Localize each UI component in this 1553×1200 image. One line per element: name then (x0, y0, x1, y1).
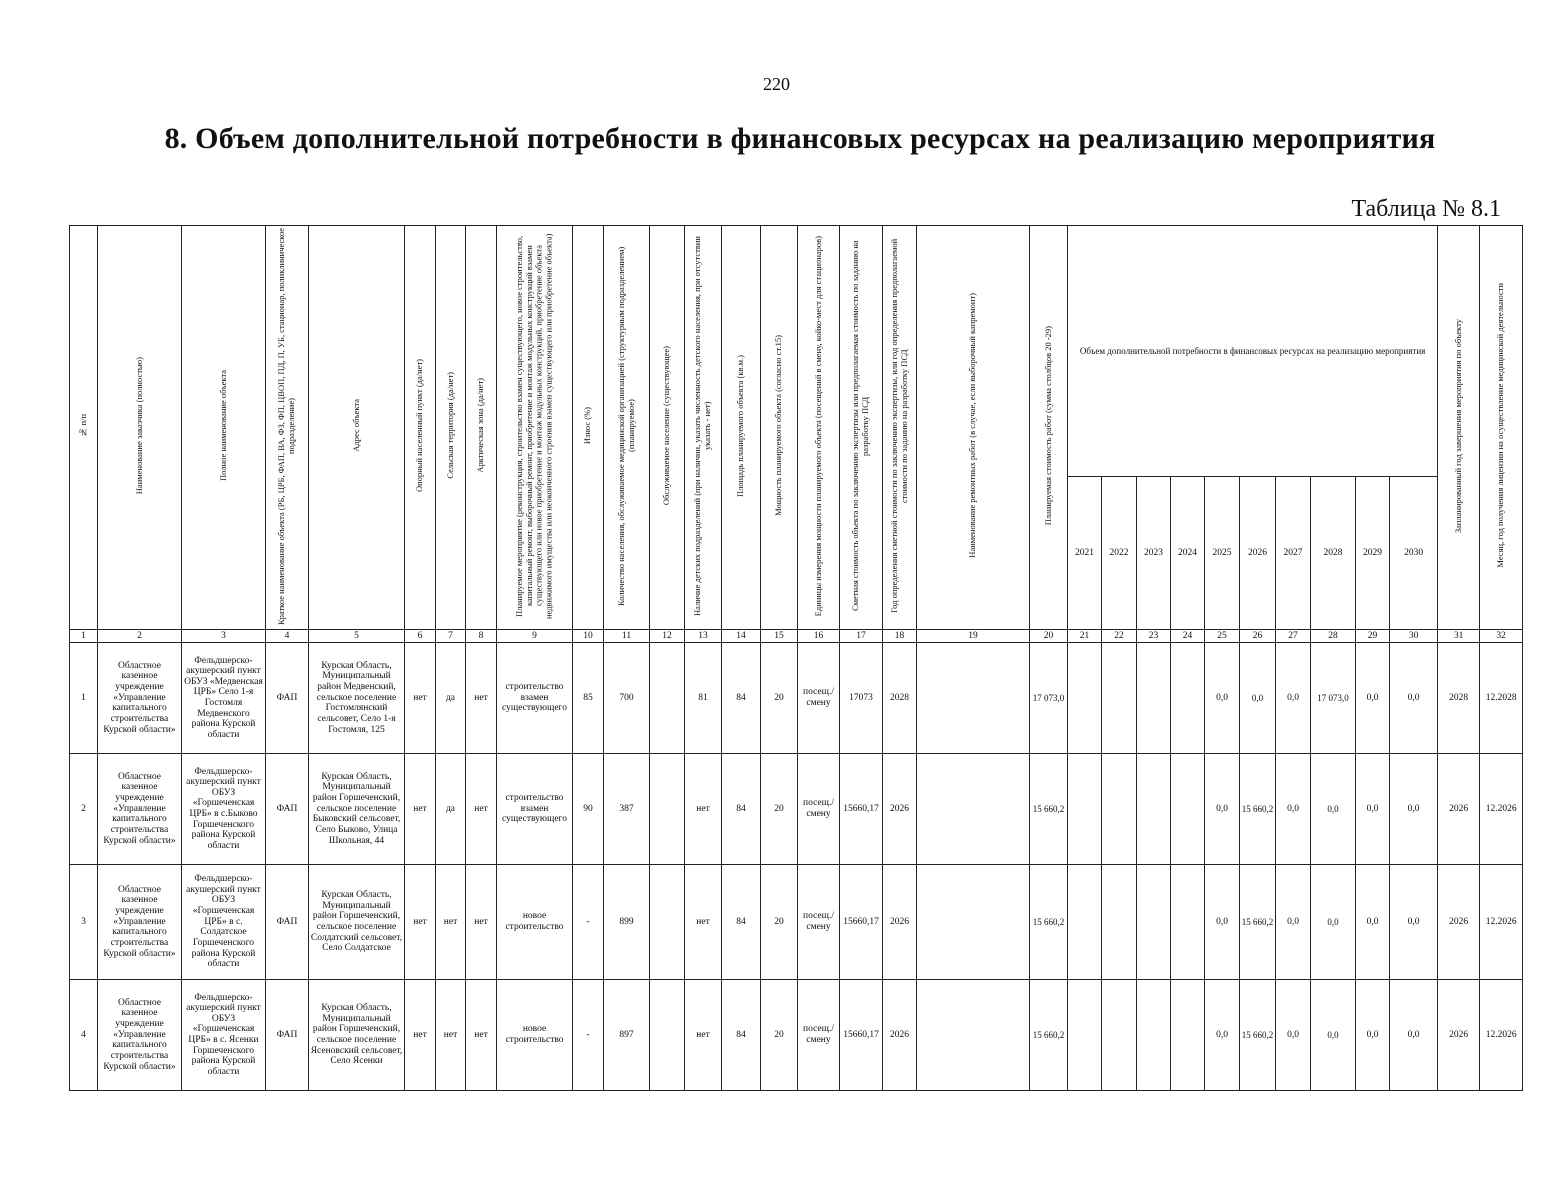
customer-cell: Областное казенное учреждение «Управление капитального строительства Курской области» (98, 643, 182, 754)
column-number: 23 (1137, 630, 1171, 643)
year-2026-cell: 0,0 (1240, 643, 1276, 754)
short-name-cell: ФАП (266, 754, 309, 865)
column-number: 8 (466, 630, 497, 643)
column-number: 6 (405, 630, 436, 643)
planned-cost-cell: 17 073,0 (1030, 643, 1068, 754)
year-2027-cell: 0,0 (1276, 754, 1311, 865)
column-number: 20 (1030, 630, 1068, 643)
object-name-cell: Фельдшерско-акушерский пункт ОБУЗ «Горшеченская ЦРБ» в с.Быково Горшеченского района Курской области (182, 754, 266, 865)
arctic-cell: нет (466, 643, 497, 754)
header-capacity-unit: Единицы измерения мощности планируемого объекта (посещений в смену, койко-мест для стационаров) (798, 226, 840, 630)
year-2029-cell: 0,0 (1356, 865, 1390, 980)
object-name-cell: Фельдшерско-акушерский пункт ОБУЗ «Горшеченская ЦРБ» в с. Солдатское Горшеченского района Курской области (182, 865, 266, 980)
year-2023-cell (1137, 643, 1171, 754)
header-rural: Сельская территория (да/нет) (436, 226, 466, 630)
customer-cell: Областное казенное учреждение «Управление капитального строительства Курской области» (98, 865, 182, 980)
children-cell: нет (685, 754, 722, 865)
column-number: 9 (497, 630, 573, 643)
wear-cell: - (573, 980, 604, 1091)
population-cell: 897 (604, 980, 650, 1091)
header-capacity: Мощность планируемого объекта (согласно ст.15) (761, 226, 798, 630)
year-2022-cell (1102, 980, 1137, 1091)
header-license: Месяц, год получения лицензии на осуществление медицинской деятельности (1480, 226, 1523, 630)
served-population-cell (650, 643, 685, 754)
children-cell: нет (685, 980, 722, 1091)
short-name-cell: ФАП (266, 980, 309, 1091)
column-number: 22 (1102, 630, 1137, 643)
table-row (70, 643, 1523, 754)
address-cell: Курская Область, Муниципальный район Горшеченский, сельское поселение Ясеновский сельсовет, Село Ясенки (309, 980, 405, 1091)
rural-cell: да (436, 754, 466, 865)
header-planned-activity: Планируемое мероприятие (реконструкция, строительство взамен существующего, новое строительство, капитальный ремонт, выборочный ремонт, приобретение и монтаж модульных конструкций взамен существующего или новое приобретение и монтаж модульных конструкций, приобретение объекта недвижимого имущества или неоконченного строения взамен существующего или приобретение объекта) (497, 226, 573, 630)
column-number: 25 (1205, 630, 1240, 643)
children-cell: 81 (685, 643, 722, 754)
year-2029-cell: 0,0 (1356, 980, 1390, 1091)
year-2028-cell: 17 073,0 (1311, 643, 1356, 754)
planned-cost-cell: 15 660,2 (1030, 754, 1068, 865)
estimate-cell: 15660,17 (840, 754, 883, 865)
year-2024-cell (1171, 754, 1205, 865)
header-wear: Износ (%) (573, 226, 604, 630)
area-cell: 84 (722, 865, 761, 980)
column-number: 7 (436, 630, 466, 643)
year-2025-cell: 0,0 (1205, 643, 1240, 754)
customer-cell: Областное казенное учреждение «Управление капитального строительства Курской области» (98, 754, 182, 865)
population-cell: 387 (604, 754, 650, 865)
served-population-cell (650, 980, 685, 1091)
header-repairs: Наименование ремонтных работ (в случае, если выборочный капремонт) (917, 226, 1030, 630)
header-support-point: Опорный населенный пункт (да/нет) (405, 226, 436, 630)
rural-cell: нет (436, 865, 466, 980)
header-customer: Наименование заказчика (полностью) (98, 226, 182, 630)
column-number: 30 (1390, 630, 1438, 643)
object-name-cell: Фельдшерско-акушерский пункт ОБУЗ «Горшеченская ЦРБ» в с. Ясенки Горшеченского района Курской области (182, 980, 266, 1091)
capacity-unit-cell: посещ./ смену (798, 643, 840, 754)
header-group-financial-needs: Объем дополнительной потребности в финансовых ресурсах на реализацию мероприятия (1068, 226, 1438, 477)
header-arctic: Арктическая зона (да/нет) (466, 226, 497, 630)
planned-cost-cell: 15 660,2 (1030, 865, 1068, 980)
header-estimate-year: Год определения сметной стоимости по заключению экспертизы, или год определения предполагаемой стоимости по заданию на разработку ПСД (883, 226, 917, 630)
header-population: Количество населения, обслуживаемое медицинской организацией (структурным подразделением) (планируемое) (604, 226, 650, 630)
column-number: 4 (266, 630, 309, 643)
served-population-cell (650, 865, 685, 980)
completion-year-cell: 2026 (1438, 980, 1480, 1091)
estimate-year-cell: 2026 (883, 754, 917, 865)
column-number: 12 (650, 630, 685, 643)
header-number: № п/п (70, 226, 98, 630)
year-2026-cell: 15 660,2 (1240, 980, 1276, 1091)
column-number: 18 (883, 630, 917, 643)
year-2027-cell: 0,0 (1276, 980, 1311, 1091)
short-name-cell: ФАП (266, 643, 309, 754)
repairs-cell (917, 643, 1030, 754)
arctic-cell: нет (466, 980, 497, 1091)
header-year: 2026 (1240, 477, 1276, 630)
column-number: 29 (1356, 630, 1390, 643)
header-year: 2024 (1171, 477, 1205, 630)
column-number: 1 (70, 630, 98, 643)
completion-year-cell: 2028 (1438, 643, 1480, 754)
year-2028-cell: 0,0 (1311, 980, 1356, 1091)
year-2021-cell (1068, 865, 1102, 980)
year-2029-cell: 0,0 (1356, 643, 1390, 754)
column-number: 28 (1311, 630, 1356, 643)
table-row (70, 865, 1523, 980)
license-cell: 12.2026 (1480, 754, 1523, 865)
column-number: 14 (722, 630, 761, 643)
column-numbers-row (70, 630, 1523, 643)
wear-cell: 90 (573, 754, 604, 865)
column-number: 21 (1068, 630, 1102, 643)
column-number: 2 (98, 630, 182, 643)
header-year: 2021 (1068, 477, 1102, 630)
year-2028-cell: 0,0 (1311, 865, 1356, 980)
header-year: 2027 (1276, 477, 1311, 630)
year-2025-cell: 0,0 (1205, 754, 1240, 865)
activity-cell: новое строительство (497, 865, 573, 980)
activity-cell: строительство взамен существующего (497, 754, 573, 865)
completion-year-cell: 2026 (1438, 865, 1480, 980)
year-2024-cell (1171, 865, 1205, 980)
support-point-cell: нет (405, 865, 436, 980)
year-2024-cell (1171, 643, 1205, 754)
year-2028-cell: 0,0 (1311, 754, 1356, 865)
arctic-cell: нет (466, 865, 497, 980)
row-number: 4 (70, 980, 98, 1091)
served-population-cell (650, 754, 685, 865)
column-number: 15 (761, 630, 798, 643)
header-planned-cost: Планируемая стоимость работ (сумма столбцов 20 -29) (1030, 226, 1068, 630)
year-2021-cell (1068, 980, 1102, 1091)
license-cell: 12.2026 (1480, 980, 1523, 1091)
support-point-cell: нет (405, 980, 436, 1091)
arctic-cell: нет (466, 754, 497, 865)
capacity-unit-cell: посещ./ смену (798, 980, 840, 1091)
header-year: 2029 (1356, 477, 1390, 630)
financial-needs-table (69, 225, 1523, 1091)
year-2025-cell: 0,0 (1205, 980, 1240, 1091)
capacity-cell: 20 (761, 980, 798, 1091)
area-cell: 84 (722, 980, 761, 1091)
year-2023-cell (1137, 980, 1171, 1091)
year-2027-cell: 0,0 (1276, 643, 1311, 754)
page-title: 8. Объем дополнительной потребности в финансовых ресурсах на реализацию мероприятия (164, 122, 1436, 155)
column-number: 16 (798, 630, 840, 643)
address-cell: Курская Область, Муниципальный район Горшеченский, сельское поселение Быковский сельсовет, Село Быково, Улица Школьная, 44 (309, 754, 405, 865)
estimate-cell: 15660,17 (840, 980, 883, 1091)
column-number: 5 (309, 630, 405, 643)
column-number: 27 (1276, 630, 1311, 643)
column-number: 31 (1438, 630, 1480, 643)
area-cell: 84 (722, 643, 761, 754)
year-2029-cell: 0,0 (1356, 754, 1390, 865)
year-2022-cell (1102, 754, 1137, 865)
header-object-short-name: Краткое наименование объекта (РБ, ЦРБ, ФАП, ВА, ФЗ, ФП, ЦВОП, ПД, П, УБ, стационар, поликлиническое подразделение) (266, 226, 309, 630)
table-row (70, 980, 1523, 1091)
year-2030-cell: 0,0 (1390, 865, 1438, 980)
estimate-year-cell: 2028 (883, 643, 917, 754)
row-number: 2 (70, 754, 98, 865)
row-number: 1 (70, 643, 98, 754)
year-2023-cell (1137, 865, 1171, 980)
completion-year-cell: 2026 (1438, 754, 1480, 865)
capacity-cell: 20 (761, 754, 798, 865)
address-cell: Курская Область, Муниципальный район Медвенский, сельское поселение Гостомлянский сельсовет, Село 1-я Гостомля, 125 (309, 643, 405, 754)
header-estimate: Сметная стоимость объекта по заключению экспертизы или предполагаемая стоимость по заданию на разработку ПСД (840, 226, 883, 630)
year-2026-cell: 15 660,2 (1240, 865, 1276, 980)
year-2030-cell: 0,0 (1390, 643, 1438, 754)
estimate-cell: 15660,17 (840, 865, 883, 980)
column-number: 32 (1480, 630, 1523, 643)
activity-cell: новое строительство (497, 980, 573, 1091)
page-number: 220 (763, 74, 790, 94)
header-year: 2025 (1205, 477, 1240, 630)
license-cell: 12.2026 (1480, 865, 1523, 980)
activity-cell: строительство взамен существующего (497, 643, 573, 754)
column-number: 26 (1240, 630, 1276, 643)
year-2025-cell: 0,0 (1205, 865, 1240, 980)
population-cell: 700 (604, 643, 650, 754)
rural-cell: нет (436, 980, 466, 1091)
wear-cell: 85 (573, 643, 604, 754)
population-cell: 899 (604, 865, 650, 980)
year-2021-cell (1068, 643, 1102, 754)
short-name-cell: ФАП (266, 865, 309, 980)
year-2030-cell: 0,0 (1390, 980, 1438, 1091)
header-year: 2022 (1102, 477, 1137, 630)
year-2030-cell: 0,0 (1390, 754, 1438, 865)
header-completion-year: Запланированный год завершения мероприятия по объекту (1438, 226, 1480, 630)
year-2022-cell (1102, 865, 1137, 980)
column-number: 10 (573, 630, 604, 643)
license-cell: 12.2028 (1480, 643, 1523, 754)
children-cell: нет (685, 865, 722, 980)
support-point-cell: нет (405, 754, 436, 865)
year-2021-cell (1068, 754, 1102, 865)
year-2026-cell: 15 660,2 (1240, 754, 1276, 865)
capacity-unit-cell: посещ./ смену (798, 754, 840, 865)
row-number: 3 (70, 865, 98, 980)
rural-cell: да (436, 643, 466, 754)
estimate-year-cell: 2026 (883, 980, 917, 1091)
header-served-population: Обслуживаемое население (существующее) (650, 226, 685, 630)
header-year: 2028 (1311, 477, 1356, 630)
year-2023-cell (1137, 754, 1171, 865)
wear-cell: - (573, 865, 604, 980)
column-number: 11 (604, 630, 650, 643)
address-cell: Курская Область, Муниципальный район Горшеченский, сельское поселение Солдатский сельсовет, Село Солдатское (309, 865, 405, 980)
repairs-cell (917, 980, 1030, 1091)
planned-cost-cell: 15 660,2 (1030, 980, 1068, 1091)
header-area: Площадь планируемого объекта (кв.м.) (722, 226, 761, 630)
header-address: Адрес объекта (309, 226, 405, 630)
header-year: 2023 (1137, 477, 1171, 630)
table-label: Таблица № 8.1 (1351, 196, 1501, 222)
header-children-units: Наличие детских подразделений (при наличии, указать численность детского населения, при отсутствии указать - нет) (685, 226, 722, 630)
column-number: 17 (840, 630, 883, 643)
year-2024-cell (1171, 980, 1205, 1091)
capacity-cell: 20 (761, 865, 798, 980)
customer-cell: Областное казенное учреждение «Управление капитального строительства Курской области» (98, 980, 182, 1091)
header-year: 2030 (1390, 477, 1438, 630)
capacity-cell: 20 (761, 643, 798, 754)
object-name-cell: Фельдшерско-акушерский пункт ОБУЗ «Медвенская ЦРБ» Село 1-я Гостомля Медвенского района Курской области (182, 643, 266, 754)
header-object-full-name: Полное наименование объекта (182, 226, 266, 630)
year-2022-cell (1102, 643, 1137, 754)
repairs-cell (917, 754, 1030, 865)
column-number: 19 (917, 630, 1030, 643)
estimate-cell: 17073 (840, 643, 883, 754)
column-number: 3 (182, 630, 266, 643)
column-number: 24 (1171, 630, 1205, 643)
column-number: 13 (685, 630, 722, 643)
estimate-year-cell: 2026 (883, 865, 917, 980)
repairs-cell (917, 865, 1030, 980)
capacity-unit-cell: посещ./ смену (798, 865, 840, 980)
table-row (70, 754, 1523, 865)
support-point-cell: нет (405, 643, 436, 754)
year-2027-cell: 0,0 (1276, 865, 1311, 980)
area-cell: 84 (722, 754, 761, 865)
